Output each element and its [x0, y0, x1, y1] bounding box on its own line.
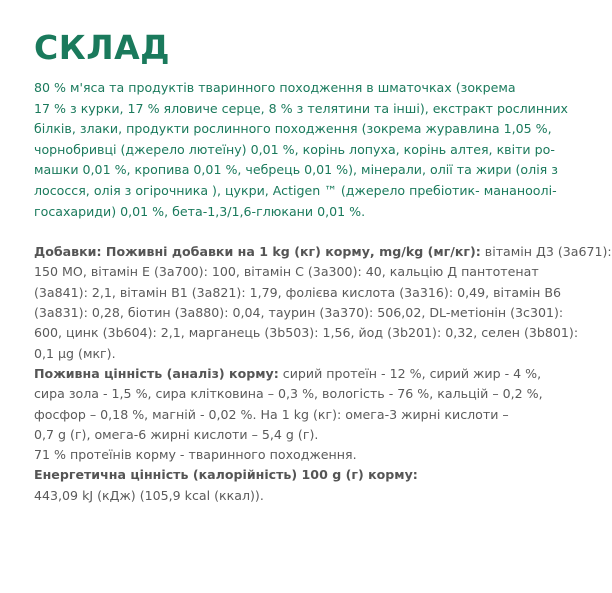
nutrition-line: сира зола - 1,5 %, сира клітковина – 0,3 %, вологість - 76 %, кальцій – 0,2 %, [34, 386, 543, 402]
additives-line: (3а831): 0,28, біотин (3а880): 0,04, таурин (3а370): 506,02, DL-метіонін (3с301): [34, 305, 564, 321]
protein-note: 71 % протеїнів корму - тваринного походження. [34, 447, 357, 463]
additives-line: 600, цинк (3b604): 2,1, марганець (3b503): 1,56, йод (3b201): 0,32, селен (3b801): [34, 325, 579, 341]
nutrition-first-line [34, 364, 574, 384]
page-title: СКЛАД [34, 28, 171, 67]
additives-line: 0,1 µg (мкг). [34, 345, 116, 361]
additives-heading: Добавки: Поживні добавки на 1 kg (кг) корму, mg/kg (мг/кг): [34, 244, 481, 260]
composition-line: 80 % м'яса та продуктів тваринного походження в шматочках (зокрема [34, 80, 516, 95]
composition-line: госахариди) 0,01 %, бета-1,3/1,6-глюкани 0,01 %. [34, 203, 366, 219]
nutrition-heading: Поживна цінність (аналіз) корму: [34, 365, 279, 381]
additives-and-nutrition [34, 242, 612, 506]
nutrition-line: фосфор – 0,18 %, магній - 0,02 %. На 1 kg (кг): омега-3 жирні кислоти – [34, 406, 509, 422]
composition-text [34, 78, 574, 222]
composition-line: лососся, олія з огірочника ), цукри, Actigen ™ (джерело пребіотик- мананоолі- [34, 182, 557, 198]
energy-heading: Енергетична цінність (калорійність) 100 g (г) корму: [34, 467, 418, 483]
composition-line: білків, злаки, продукти рослинного походження (зокрема журавлина 1,05 %, [34, 121, 552, 137]
additives-first-line [34, 242, 612, 262]
composition-line: чорнобривці (джерело лютеїну) 0,01 %, корінь лопуха, корінь алтея, квіти ро- [34, 141, 555, 157]
additives-text: вітамін Д3 (3а671): [480, 244, 612, 260]
additives-line: (3а841): 2,1, вітамін В1 (3а821): 1,79, фолієва кислота (3а316): 0,49, вітамін В6 [34, 284, 561, 300]
composition-line: машки 0,01 %, кропива 0,01 %, чебрець 0,01 %), мінерали, олії та жири (олія з [34, 162, 558, 178]
additives-line: 150 МО, вітамін Е (3а700): 100, вітамін С (3а300): 40, кальцію Д пантотенат [34, 264, 539, 280]
nutrition-text: сирий протеїн - 12 %, сирий жир - 4 %, [278, 365, 542, 381]
energy-heading-line [34, 465, 574, 485]
nutrition-line: 0,7 g (г), омега-6 жирні кислоти – 5,4 g (г). [34, 426, 319, 442]
composition-line: 17 % з курки, 17 % яловиче серце, 8 % з телятини та інші), екстракт рослинних [34, 100, 568, 116]
energy-value: 443,09 kJ (кДж) (105,9 kcal (ккал)). [34, 487, 264, 503]
ingredients-panel [34, 28, 612, 506]
